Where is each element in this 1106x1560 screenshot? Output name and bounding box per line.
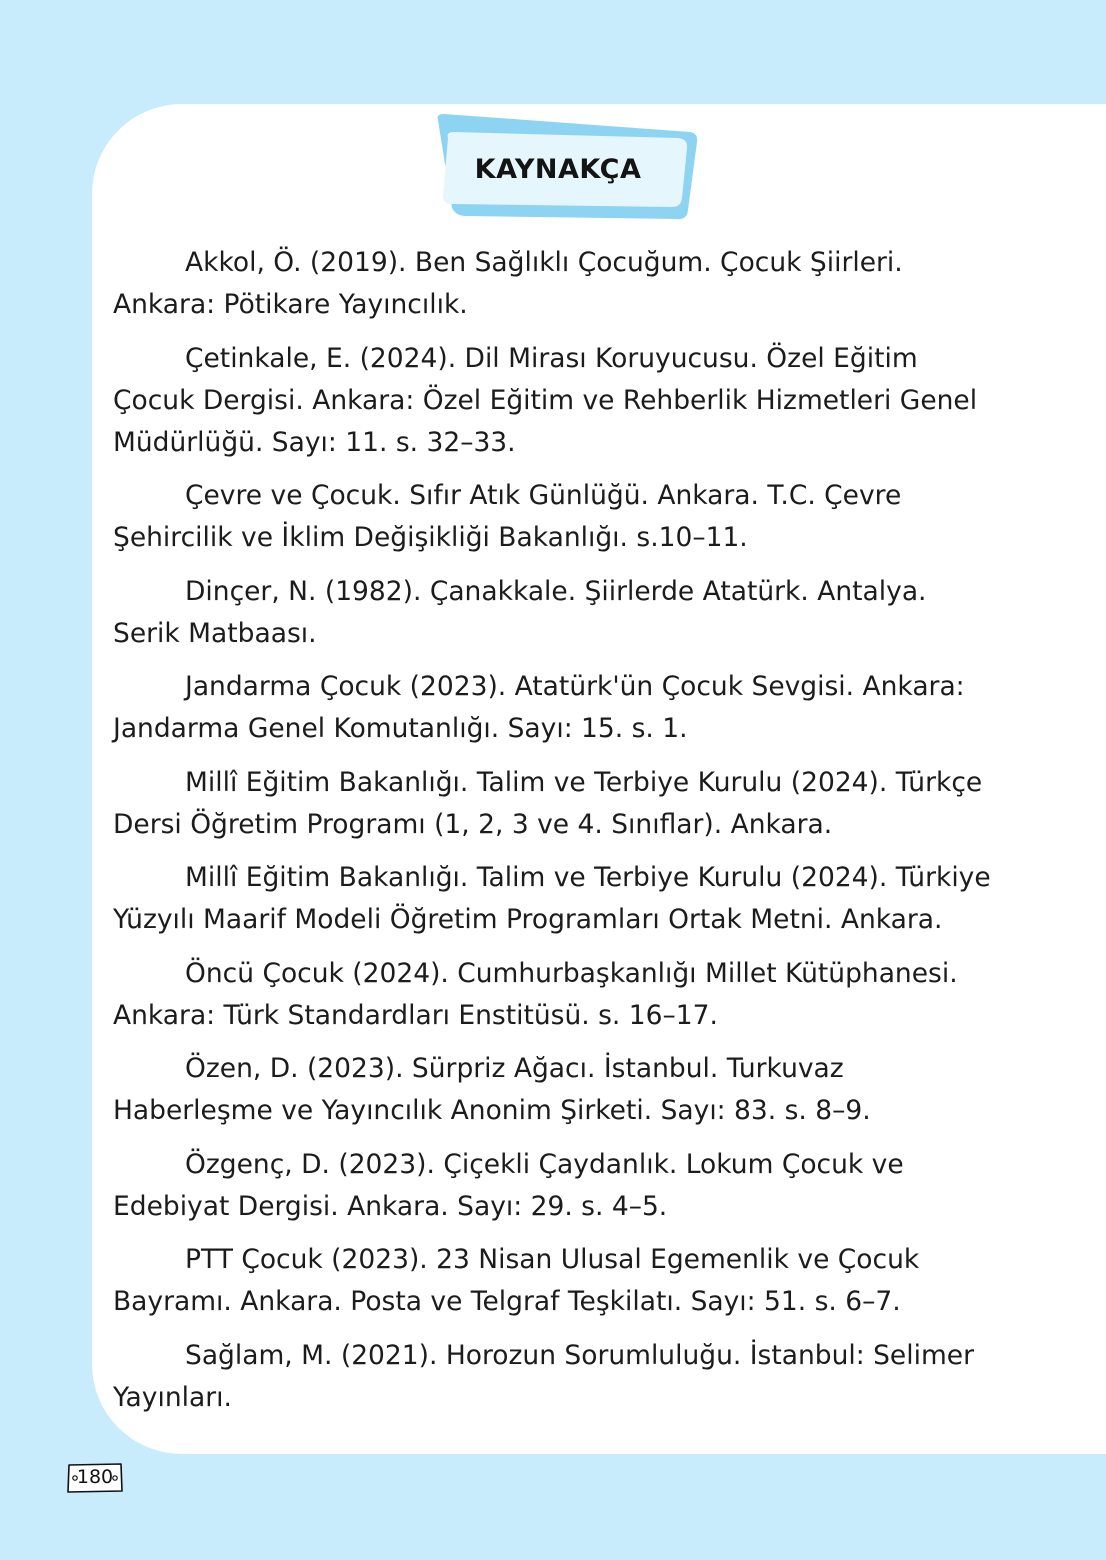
title-badge xyxy=(432,112,702,224)
reference-entry: Akkol, Ö. (2019). Ben Sağlıklı Çocuğum. Çocuk Şiirleri. Ankara: Pötikare Yayıncılık. xyxy=(113,247,903,320)
reference-entry: Millî Eğitim Bakanlığı. Talim ve Terbiye Kurulu (2024). Türkiye Yüzyılı Maarif Modeli Öğretim Programları Ortak Metni. Ankara. xyxy=(113,862,991,935)
reference-entry: Millî Eğitim Bakanlığı. Talim ve Terbiye Kurulu (2024). Türkçe Dersi Öğretim Programı (1, 2, 3 ve 4. Sınıflar). Ankara. xyxy=(113,766,983,840)
reference-entry: Özen, D. (2023). Sürpriz Ağacı. İstanbul. Turkuvaz Haberleşme ve Yayıncılık Anonim Şirketi. Sayı: 83. s. 8–9. xyxy=(113,1053,871,1126)
reference-entry: Dinçer, N. (1982). Çanakkale. Şiirlerde Atatürk. Antalya. Serik Matbaası. xyxy=(113,575,927,649)
page-title: KAYNAKÇA xyxy=(474,154,642,185)
reference-entry: Çetinkale, E. (2024). Dil Mirası Koruyucusu. Özel Eğitim Çocuk Dergisi. Ankara: Özel Eğitim ve Rehberlik Hizmetleri Genel Müdürlüğü. Sayı: 11. s. 32–33. xyxy=(113,342,978,458)
reference-entry: Çevre ve Çocuk. Sıfır Atık Günlüğü. Ankara. T.C. Çevre Şehircilik ve İklim Değişikliği Bakanlığı. s.10–11. xyxy=(113,480,902,553)
page-number: 180 xyxy=(76,1466,114,1488)
reference-entry: PTT Çocuk (2023). 23 Nisan Ulusal Egemenlik ve Çocuk Bayramı. Ankara. Posta ve Telgraf Teşkilatı. Sayı: 51. s. 6–7. xyxy=(113,1244,920,1317)
reference-entry: Sağlam, M. (2021). Horozun Sorumluluğu. İstanbul: Selimer Yayınları. xyxy=(113,1339,974,1413)
reference-entry: Öncü Çocuk (2024). Cumhurbaşkanlığı Millet Kütüphanesi. Ankara: Türk Standardları Enstitüsü. s. 16–17. xyxy=(113,957,958,1031)
reference-list xyxy=(113,242,993,1430)
reference-entry: Jandarma Çocuk (2023). Atatürk'ün Çocuk Sevgisi. Ankara: Jandarma Genel Komutanlığı. Sayı: 15. s. 1. xyxy=(113,671,965,744)
reference-entry: Özgenç, D. (2023). Çiçekli Çaydanlık. Lokum Çocuk ve Edebiyat Dergisi. Ankara. Sayı: 29. s. 4–5. xyxy=(113,1148,904,1222)
page-number-badge xyxy=(66,1462,124,1494)
